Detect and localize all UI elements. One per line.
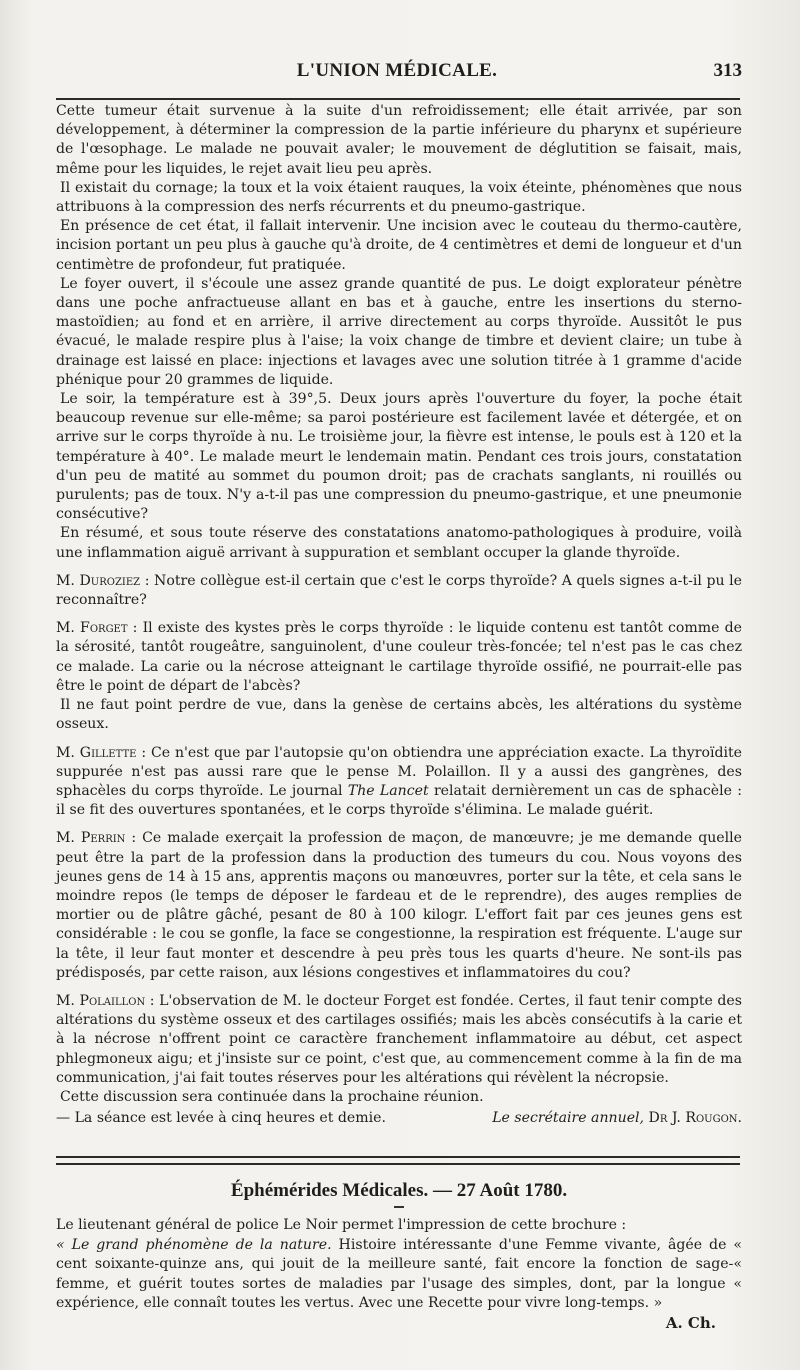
secretary-name: Dr J. Rougon. bbox=[648, 1110, 742, 1127]
paragraph: Il ne faut point perdre de vue, dans la genèse de certains abcès, les altérations du système osseux. bbox=[56, 697, 742, 733]
author-initials: A. Ch. bbox=[665, 1313, 716, 1332]
page-number: 313 bbox=[713, 60, 742, 81]
speaker-name: M. Duroziez bbox=[56, 572, 141, 589]
speaker-text: : Ce n'est que par l'autopsie qu'on obtiendra une appréciation exacte. La thyroïdite suppurée n'est pas aussi rare que le pense M. Polaillon. Il y a aussi des gangrènes, des sphacèles du corps thyroïde. Le journal bbox=[56, 744, 742, 799]
speaker-text: : Ce malade exerçait la profession de maçon, de manœuvre; je me demande quelle peut être la part de la profession dans la production des tumeurs du cou. Nous voyons des jeunes gens de 14 à 15 ans, apprentis maçons ou manœuvres, porter sur la tête, et cela sans le moindre repos (le temps de déposer le fardeau et de le reprendre), des auges remplies de mortier ou de plâtre gâché, pesant de 80 à 100 kilogr. L'effort fait par ces jeunes gens est considérable : le cou se gonfle, la face se congestionne, la respiration est fréquente. L'auge sur la tête, il leur faut monter et descendre à peu près tous les quarts d'heure. Ne sont-ils pas prédisposés, par cette raison, aux lésions congestives et inflammatoires du cou? bbox=[56, 830, 742, 981]
speaker-name: M. Polaillon bbox=[56, 992, 146, 1009]
signature bbox=[492, 1109, 742, 1128]
paragraph: Le foyer ouvert, il s'écoule une assez grande quantité de pus. Le doigt explorateur pénètre dans une poche anfractueuse allant en bas et à gauche, entre les insertions du sterno-mastoïdien; au fond et en arrière, il arrive directement au corps thyroïde. Aussitôt le pus évacué, le malade respire plus à l'aise; la voix change de timbre et devient claire; un tube à drainage est laissé en place: injections et lavages avec une solution titrée à 1 gramme d'acide phénique pour 20 grammes de liquide. bbox=[56, 275, 742, 388]
ephemerides-heading: Éphémérides Médicales. bbox=[230, 1180, 429, 1201]
paragraph: Le soir, la température est à 39°,5. Deux jours après l'ouverture du foyer, la poche était beaucoup revenue sur elle-même; sa paroi postérieure est facilement lavée et détergée, et on arrive sur le corps thyroïde à nu. Le troisième jour, la fièvre est intense, le pouls est à 120 et la température à 40°. Le malade meurt le lendemain matin. Pendant ces trois jours, constatation d'un peu de matité au sommet du poumon droit; pas de crachats sanglants, ni rouillés ou purulents; pas de toux. N'y a-t-il pas une compression du pneumo-gastrique, et une pneumonie consécutive? bbox=[56, 391, 742, 523]
speaker-paragraph-polaillon bbox=[56, 992, 742, 1088]
paragraph: Il existait du cornage; la toux et la voix étaient rauques, la voix éteinte, phénomènes que nous attribuons à la compression des nerfs récurrents et du pneumo-gastrique. bbox=[56, 179, 742, 216]
header-rule bbox=[56, 98, 740, 100]
speaker-text: : L'observation de M. le docteur Forget est fondée. Certes, il faut tenir compte des altérations du système osseux et des cartilages ossifiés; mais les abcès consécutifs à la carie et à la nécrose n'offrent point ce caractère franchement inflammatoire au début, cet aspect phlegmoneux aigu; et j'insiste sur ce point, c'est que, au commencement comme à la fin de ma communication, j'ai fait toutes réserves pour les altérations qui révèlent la nécropsie. bbox=[56, 992, 742, 1086]
speaker-paragraph-perrin bbox=[56, 829, 742, 983]
speaker-paragraph-duroziez bbox=[56, 572, 742, 610]
paragraph: Cette tumeur était survenue à la suite d'un refroidissement; elle était arrivée, par son développement, à déterminer la compression de la partie inférieure du pharynx et supérieure de l'œsophage. Le malade ne pouvait avaler; le mouvement de déglutition se faisait, mais, même pour les liquides, le rejet avait lieu peu après. bbox=[56, 103, 742, 177]
speaker-text: relatait dernièrement un cas de sphacèle : il se fit des ouvertures spontanées, et le corps thyroïde s'élimina. Le malade guérit. bbox=[56, 782, 743, 819]
speaker-text: : Il existe des kystes près le corps thyroïde : le liquide contenu est tantôt comme de la sérosité, tantôt rougeâtre, sanguinolent, d'une couleur très-foncée; tel n'est pas le cas chez ce malade. La carie ou la nécrose atteignant le cartilage thyroïde ossifié, ne pourrait-elle pas être le point de départ de l'abcès? bbox=[56, 620, 742, 694]
speaker-text: : Notre collègue est-il certain que c'est le corps thyroïde? A quels signes a-t-il pu le reconnaître? bbox=[56, 572, 742, 609]
closing-note: Cette discussion sera continuée dans la prochaine réunion. bbox=[60, 1088, 484, 1105]
section-divider bbox=[56, 1156, 740, 1165]
ephemerides-section bbox=[56, 1178, 742, 1333]
quote-text: Histoire intéressante d'une Femme vivante, âgée de « cent soixante-quinze ans, qui jouit de la meilleure santé, fait encore la fonction de sage-« femme, et guérit toutes sortes de maladies par l'usage des simples, dont, par la longue « expérience, elle connaît toutes les vertus. Avec une Recette pour vivre long-temps. » bbox=[56, 1236, 742, 1311]
ephemerides-intro: Le lieutenant général de police Le Noir permet l'impression de cette brochure : bbox=[56, 1217, 627, 1233]
article-body bbox=[56, 102, 742, 1128]
paragraph: En résumé, et sous toute réserve des constatations anatomo-pathologiques à produire, voilà une inflammation aiguë arrivant à suppuration et semblant occuper la glande thyroïde. bbox=[56, 525, 742, 561]
speaker-name: M. Perrin bbox=[56, 830, 126, 847]
quote-title: « Le grand phénomène de la nature. bbox=[56, 1236, 332, 1253]
paragraph: En présence de cet état, il fallait intervenir. Une incision avec le couteau du thermo-cautère, incision portant un peu plus à gauche qu'à droite, de 4 centimètres et demi de longueur et d'un centimètre de profondeur, fut pratiquée. bbox=[56, 218, 742, 273]
title-dash bbox=[394, 1206, 404, 1208]
speaker-paragraph-gillette bbox=[56, 744, 742, 821]
ephemerides-quote bbox=[56, 1236, 742, 1314]
secretary-label: Le secrétaire annuel, bbox=[492, 1110, 645, 1127]
running-title: L'UNION MÉDICALE. bbox=[296, 60, 498, 81]
ephemerides-title bbox=[56, 1178, 742, 1204]
ephemerides-date: — 27 Août 1780. bbox=[433, 1180, 568, 1201]
speaker-name: M. Gillette bbox=[56, 744, 137, 761]
page-header bbox=[52, 60, 742, 88]
adjournment-text: — La séance est levée à cinq heures et demie. bbox=[56, 1110, 386, 1127]
adjournment-line bbox=[56, 1109, 742, 1128]
speaker-paragraph-forget bbox=[56, 619, 742, 696]
journal-title: The Lancet bbox=[347, 782, 429, 799]
speaker-name: M. Forget bbox=[56, 620, 128, 637]
